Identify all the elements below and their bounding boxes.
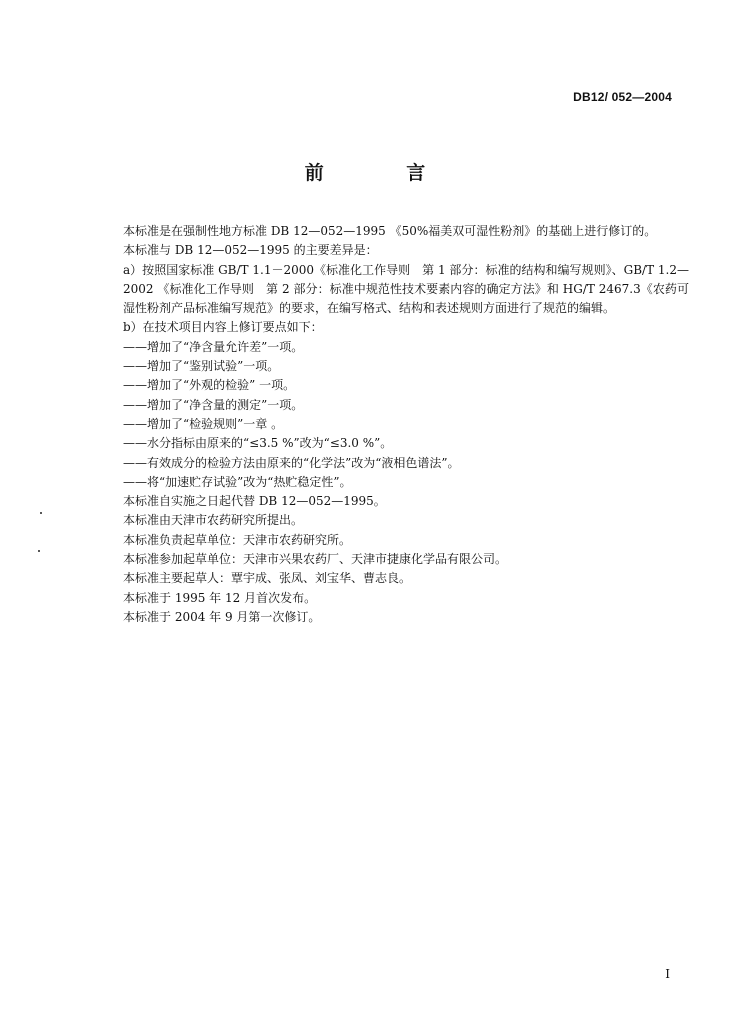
paragraph-first-revision: 本标准于 2004 年 9 月第一次修订。 <box>123 609 321 624</box>
list-item: ——增加了“净含量允许差”一项。 <box>123 339 304 354</box>
paragraph-differences-intro: 本标准与 DB 12—052—1995 的主要差异是： <box>123 243 378 258</box>
list-item: ——增加了“净含量的测定”一项。 <box>123 397 304 412</box>
list-item: ——增加了“外观的检验” 一项。 <box>123 378 296 393</box>
list-item: ——有效成分的检验方法由原来的“化学法”改为“液相色谱法”。 <box>123 455 460 470</box>
paragraph-proposer: 本标准由天津市农药研究所提出。 <box>123 513 304 528</box>
page-number: I <box>665 967 670 981</box>
paragraph-responsible-drafter: 本标准负责起草单位：天津市农药研究所。 <box>123 532 352 547</box>
foreword-body <box>109 222 689 627</box>
paragraph-item-b: b）在技术项目内容上修订要点如下： <box>123 320 323 335</box>
paragraph-basis: 本标准是在强制性地方标准 DB 12—052—1995 《50%福美双可湿性粉剂》的基础上进行修订的。 <box>123 224 657 238</box>
list-item: ——水分指标由原来的“≤3.5 %”改为“≤3.0 %”。 <box>123 436 393 451</box>
paragraph-item-a: a）按照国家标准 GB/T 1.1－2000《标准化工作导则 第 1 部分：标准的结构和编写规则》、GB/T 1.2—2002 《标准化工作导则 第 2 部分：标准中规范性技术要素内容的确定方法》和 HG/T 2467.3《农药可湿性粉剂产品标准编写规范》的要求，在编写格式、结构和表述规则方面进行了规范的编辑。 <box>123 262 689 316</box>
list-item: ——增加了“检验规则”一章 。 <box>123 416 284 431</box>
paragraph-first-release: 本标准于 1995 年 12 月首次发布。 <box>123 590 317 605</box>
scan-speck <box>40 512 42 514</box>
scan-speck <box>38 550 40 552</box>
page-title: 前 言 <box>304 162 464 184</box>
paragraph-main-drafters: 本标准主要起草人：覃宇成、张凤、刘宝华、曹志良。 <box>123 571 412 586</box>
paragraph-participating-drafters: 本标准参加起草单位：天津市兴果农药厂、天津市捷康化学品有限公司。 <box>123 552 508 567</box>
paragraph-replacement: 本标准自实施之日起代替 DB 12—052—1995。 <box>123 494 386 509</box>
document-code: DB12/ 052—2004 <box>573 90 672 104</box>
list-item: ——将“加速贮存试验”改为“热贮稳定性”。 <box>123 474 352 489</box>
list-item: ——增加了“鉴别试验”一项。 <box>123 359 280 374</box>
